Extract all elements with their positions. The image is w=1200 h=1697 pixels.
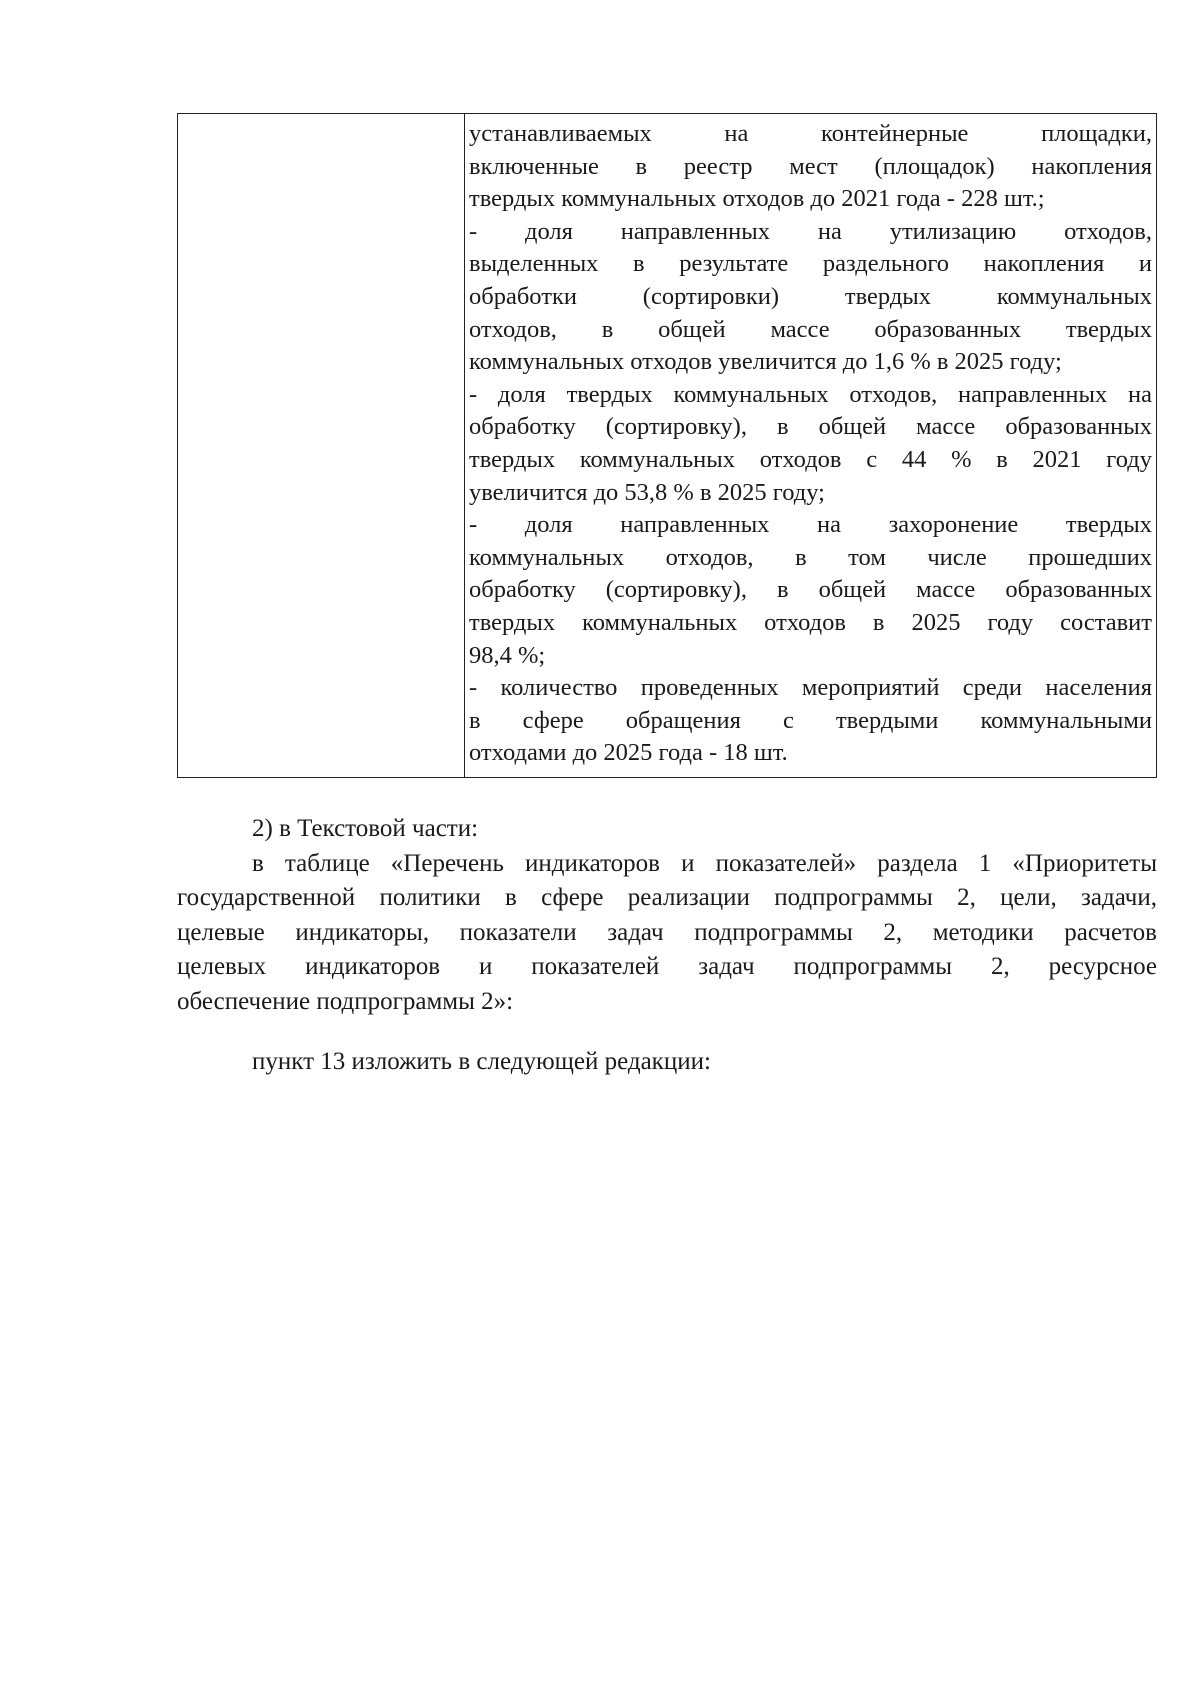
text-section (177, 812, 1157, 1019)
indicators-table (177, 113, 1157, 778)
table-line: коммунальных отходов увеличится до 1,6 % в 2025 году; (469, 348, 1062, 376)
paragraph-line: государственной политики в сфере реализации подпрограммы 2, цели, задачи, (177, 884, 1157, 911)
table-line: коммунальных отходов, в том числе прошедших (469, 543, 1152, 571)
table-line: твердых коммунальных отходов с 44 % в 2021 году (469, 445, 1152, 473)
item-heading: 2) в Текстовой части: (252, 815, 479, 842)
table-line: обработку (сортировку), в общей массе образованных (469, 576, 1152, 604)
table-line: отходов, в общей массе образованных твердых (469, 315, 1152, 343)
table-line: отходами до 2025 года - 18 шт. (469, 739, 788, 767)
paragraph-line: целевых индикаторов и показателей задач подпрограммы 2, ресурсное (177, 953, 1157, 980)
table-line: обработки (сортировки) твердых коммунальных (469, 282, 1152, 310)
table-line: устанавливаемых на контейнерные площадки, (469, 120, 1152, 147)
table-line: выделенных в результате раздельного накопления и (469, 250, 1152, 278)
table-cell-right (465, 114, 1156, 777)
table-line: 98,4 %; (469, 641, 546, 669)
table-line: твердых коммунальных отходов до 2021 года - 228 шт.; (469, 185, 1045, 213)
table-line: - доля направленных на утилизацию отходов, (469, 217, 1152, 245)
paragraph-line: в таблице «Перечень индикаторов и показателей» раздела 1 «Приоритеты (252, 849, 1157, 877)
paragraph-line: целевые индикаторы, показатели задач подпрограммы 2, методики расчетов (177, 918, 1157, 946)
table-line: - количество проведенных мероприятий среди населения (469, 674, 1152, 702)
table-line: включенные в реестр мест (площадок) накопления (469, 152, 1152, 180)
table-line: в сфере обращения с твердыми коммунальными (469, 706, 1152, 734)
table-line: увеличится до 53,8 % в 2025 году; (469, 478, 825, 506)
table-line: - доля направленных на захоронение твердых (469, 511, 1152, 539)
table-line: твердых коммунальных отходов в 2025 году составит (469, 608, 1152, 636)
instruction-section (177, 1045, 1157, 1080)
table-cell-left-empty (178, 114, 465, 777)
table-line: обработку (сортировку), в общей массе образованных (469, 413, 1152, 441)
table-line: - доля твердых коммунальных отходов, направленных на (469, 380, 1152, 408)
instruction-line: пункт 13 изложить в следующей редакции: (252, 1048, 711, 1075)
paragraph-line: обеспечение подпрограммы 2»: (177, 987, 514, 1015)
